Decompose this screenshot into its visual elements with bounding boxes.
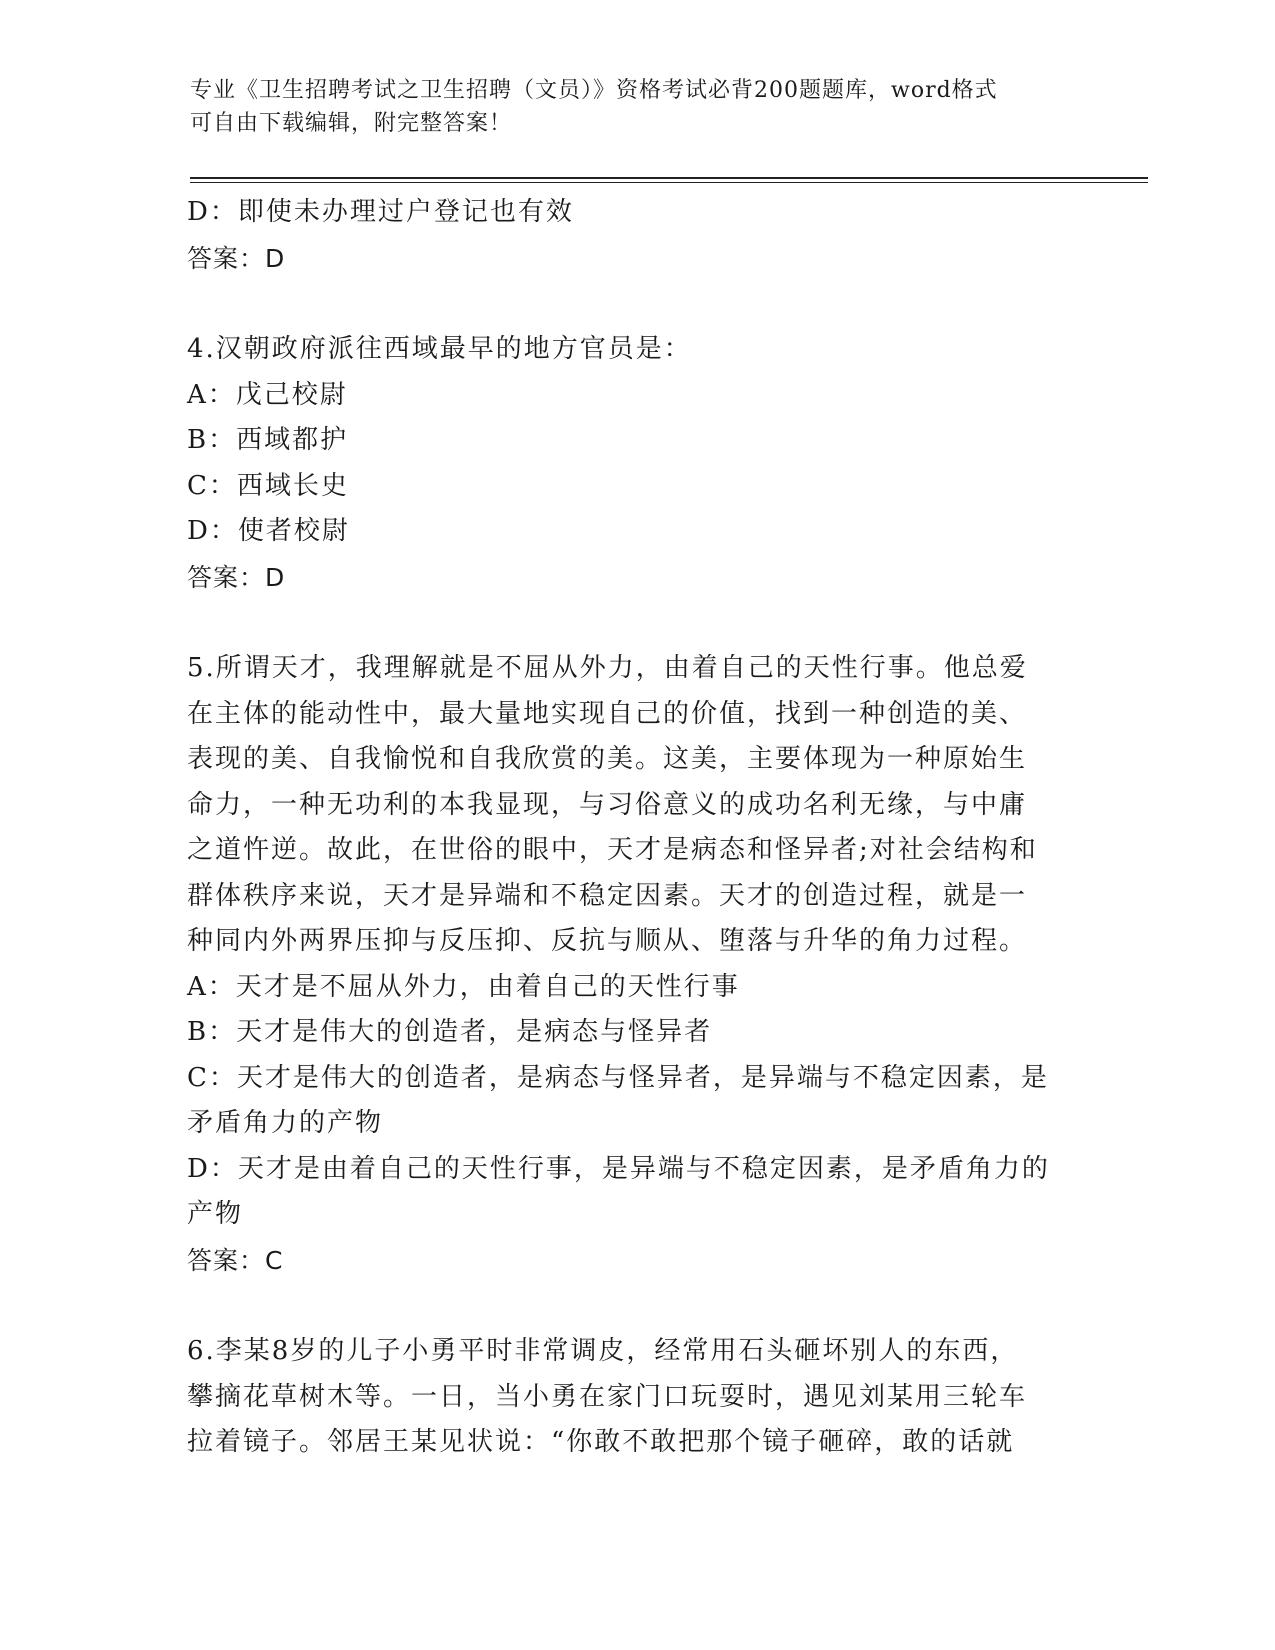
q5-stem-line: 之道忤逆。故此，在世俗的眼中，天才是病态和怪异者;对社会结构和 — [187, 835, 1038, 865]
page-header — [190, 74, 1070, 140]
q6-stem-line: 攀摘花草树木等。一日，当小勇在家门口玩耍时，遇见刘某用三轮车 — [187, 1381, 1028, 1412]
q4-answer: 答案：D — [187, 562, 286, 592]
q3-answer: 答案：D — [187, 243, 286, 273]
q5-option-c-line: C：天才是伟大的创造者，是病态与怪异者，是异端与不稳定因素，是 — [187, 1062, 1049, 1093]
q5-stem-line: 群体秩序来说，天才是异端和不稳定因素。天才的创造过程，就是一 — [187, 880, 1028, 911]
q4-option-c: C：西域长史 — [187, 470, 349, 501]
q5-stem-line: 表现的美、自我愉悦和自我欣赏的美。这美，主要体现为一种原始生 — [187, 744, 1028, 774]
question-6 — [187, 1329, 1077, 1466]
header-line-1: 专业《卫生招聘考试之卫生招聘（文员）》资格考试必背200题题库，word格式 — [190, 78, 998, 103]
q6-stem-line: 6.李某8岁的儿子小勇平时非常调皮，经常用石头砸坏别人的东西， — [187, 1336, 1019, 1366]
q5-stem-line: 在主体的能动性中，最大量地实现自己的价值，找到一种创造的美、 — [187, 698, 1028, 729]
header-rule-thick — [190, 177, 1148, 179]
header-rule-thin — [190, 182, 1148, 183]
document-body — [187, 190, 1077, 1466]
q3-option-d: D：即使未办理过户登记也有效 — [187, 197, 574, 227]
q4-stem: 4.汉朝政府派往西域最早的地方官员是： — [187, 334, 692, 364]
q4-option-a: A：戊己校尉 — [187, 379, 348, 410]
q5-option-d-line: D：天才是由着自己的天性行事，是异端与不稳定因素，是矛盾角力的 — [187, 1153, 1050, 1184]
header-line-2: 可自由下载编辑，附完整答案！ — [190, 111, 513, 136]
q4-option-b: B：西域都护 — [187, 425, 349, 455]
question-3-tail — [187, 190, 1077, 281]
q5-answer: 答案：C — [187, 1245, 284, 1275]
q5-stem-line: 命力，一种无功利的本我显现，与习俗意义的成功名利无缘，与中庸 — [187, 789, 1028, 820]
q5-stem-line: 5.所谓天才，我理解就是不屈从外力，由着自己的天性行事。他总爱 — [187, 653, 1028, 683]
q5-option-a: A：天才是不屈从外力，由着自己的天性行事 — [187, 971, 740, 1002]
question-5 — [187, 646, 1077, 1283]
q6-stem-line: 拉着镜子。邻居王某见状说：“你敢不敢把那个镜子砸碎，敢的话就 — [187, 1427, 1015, 1457]
q4-option-d: D：使者校尉 — [187, 516, 350, 546]
q5-option-d-line: 产物 — [187, 1199, 244, 1229]
q5-stem-line: 种同内外两界压抑与反压抑、反抗与顺从、堕落与升华的角力过程。 — [187, 926, 1028, 956]
q5-option-c-line: 矛盾角力的产物 — [187, 1108, 384, 1138]
question-4 — [187, 327, 1077, 600]
q5-option-b: B：天才是伟大的创造者，是病态与怪异者 — [187, 1017, 713, 1047]
